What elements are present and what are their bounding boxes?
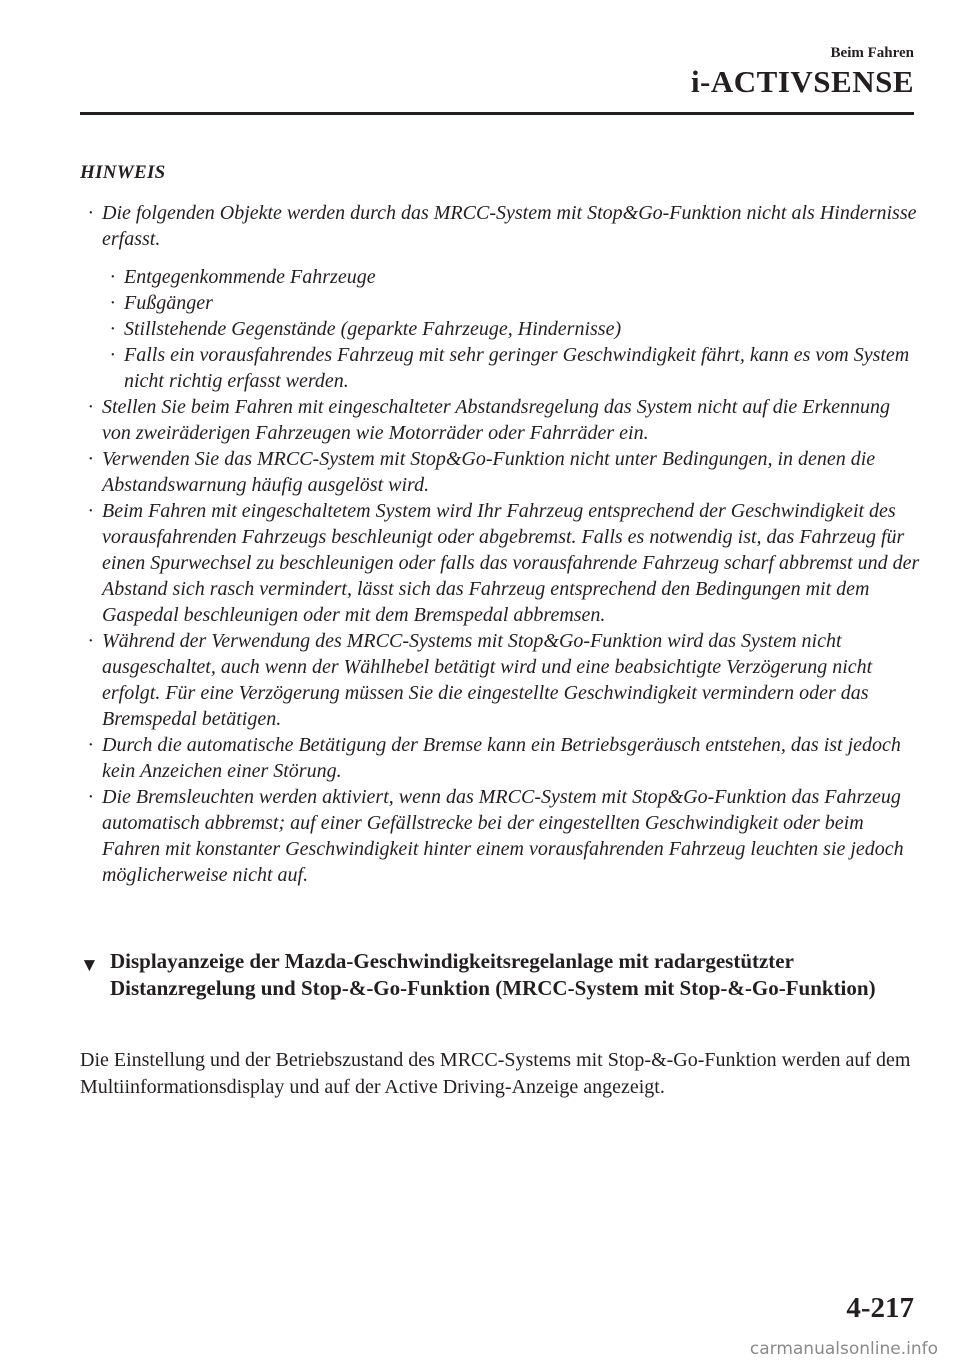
note-subitem	[80, 264, 920, 290]
note-item-text: Die Bremsleuchten werden aktiviert, wenn das MRCC-System mit Stop&Go-Funktion das Fahrzeug automatisch abbremst; auf einer Gefällstrecke bei der eingestellten Geschwindigkeit oder beim Fahren mit konstanter Geschwindigkeit hinter einem vorausfahrenden Fahrzeug leuchten sie jedoch möglicherweise nicht auf.	[102, 786, 904, 886]
bullet-icon: ·	[88, 630, 93, 652]
note-box	[80, 160, 920, 888]
note-subitem	[80, 316, 920, 342]
note-item	[80, 628, 920, 732]
note-subitem-text: Fußgänger	[124, 292, 213, 314]
note-item-text: Beim Fahren mit eingeschaltetem System wird Ihr Fahrzeug entsprechend der Geschwindigkeit des vorausfahrenden Fahrzeugs beschleunigt oder abgebremst. Falls es notwendig ist, das Fahrzeug für einen Spurwechsel zu beschleunigen oder falls das vorausfahrende Fahrzeug scharf abbremst und der Abstand sich rasch vermindert, lässt sich das Fahrzeug entsprechend den Bedingungen mit dem Gaspedal beschleunigen oder mit dem Bremspedal abbremsen.	[102, 500, 920, 626]
note-item	[80, 498, 920, 628]
note-subitem	[80, 342, 920, 394]
watermark: carmanualsonline.info	[749, 1339, 938, 1359]
note-item-text: Während der Verwendung des MRCC-Systems mit Stop&Go-Funktion wird das System nicht ausgeschaltet, auch wenn der Wählhebel betätigt wird und eine beabsichtigte Verzögerung nicht erfolgt. Für eine Verzögerung müssen Sie die eingestellte Geschwindigkeit vermindern oder das Bremspedal betätigen.	[102, 630, 873, 730]
page-header	[691, 44, 914, 100]
note-title: HINWEIS	[80, 162, 166, 183]
section-title: Beim Fahren	[830, 45, 914, 61]
note-item	[80, 394, 920, 446]
note-item-text: Verwenden Sie das MRCC-System mit Stop&Go-Funktion nicht unter Bedingungen, in denen die Abstandswarnung häufig ausgelöst wird.	[102, 448, 876, 496]
note-subitem-text: Stillstehende Gegenstände (geparkte Fahrzeuge, Hindernisse)	[124, 318, 622, 340]
note-subitem-text: Entgegenkommende Fahrzeuge	[124, 266, 376, 288]
section-heading-text: Displayanzeige der Mazda-Geschwindigkeitsregelanlage mit radargestützter Distanzregelung und Stop-&-Go-Funktion (MRCC-System mit Stop-&-Go-Funktion)	[110, 949, 876, 1000]
triangle-down-icon: ▼	[80, 955, 99, 976]
bullet-icon: ·	[88, 202, 93, 224]
bullet-icon: ·	[110, 318, 115, 340]
section-heading	[80, 948, 920, 1002]
bullet-icon: ·	[110, 292, 115, 314]
note-subitem-text: Falls ein vorausfahrendes Fahrzeug mit sehr geringer Geschwindigkeit fährt, kann es vom System nicht richtig erfasst werden.	[124, 344, 910, 392]
note-sublist	[80, 264, 920, 394]
bullet-icon: ·	[110, 266, 115, 288]
note-item	[80, 784, 920, 888]
bullet-icon: ·	[88, 786, 93, 808]
bullet-icon: ·	[88, 734, 93, 756]
note-item-text: Durch die automatische Betätigung der Bremse kann ein Betriebsgeräusch entstehen, das ist jedoch kein Anzeichen einer Störung.	[102, 734, 901, 782]
chapter-title: i-ACTIVSENSE	[690, 64, 914, 99]
note-item	[80, 732, 920, 784]
page-number: 4-217	[846, 1292, 914, 1324]
note-item	[80, 446, 920, 498]
body-paragraph: Die Einstellung und der Betriebszustand des MRCC-Systems mit Stop-&-Go-Funktion werden auf dem Multiinformationsdisplay und auf der Active Driving-Anzeige angezeigt.	[80, 1049, 911, 1098]
note-item-text: Stellen Sie beim Fahren mit eingeschalteter Abstandsregelung das System nicht auf die Erkennung von zweiräderigen Fahrzeugen wie Motorräder oder Fahrräder ein.	[102, 396, 890, 444]
header-rule	[80, 112, 914, 115]
bullet-icon: ·	[88, 396, 93, 418]
note-subitem	[80, 290, 920, 316]
bullet-icon: ·	[88, 448, 93, 470]
bullet-icon: ·	[88, 500, 93, 522]
note-item-text: Die folgenden Objekte werden durch das MRCC-System mit Stop&Go-Funktion nicht als Hindernisse erfasst.	[102, 202, 917, 250]
bullet-icon: ·	[110, 344, 115, 366]
note-item	[80, 200, 920, 252]
